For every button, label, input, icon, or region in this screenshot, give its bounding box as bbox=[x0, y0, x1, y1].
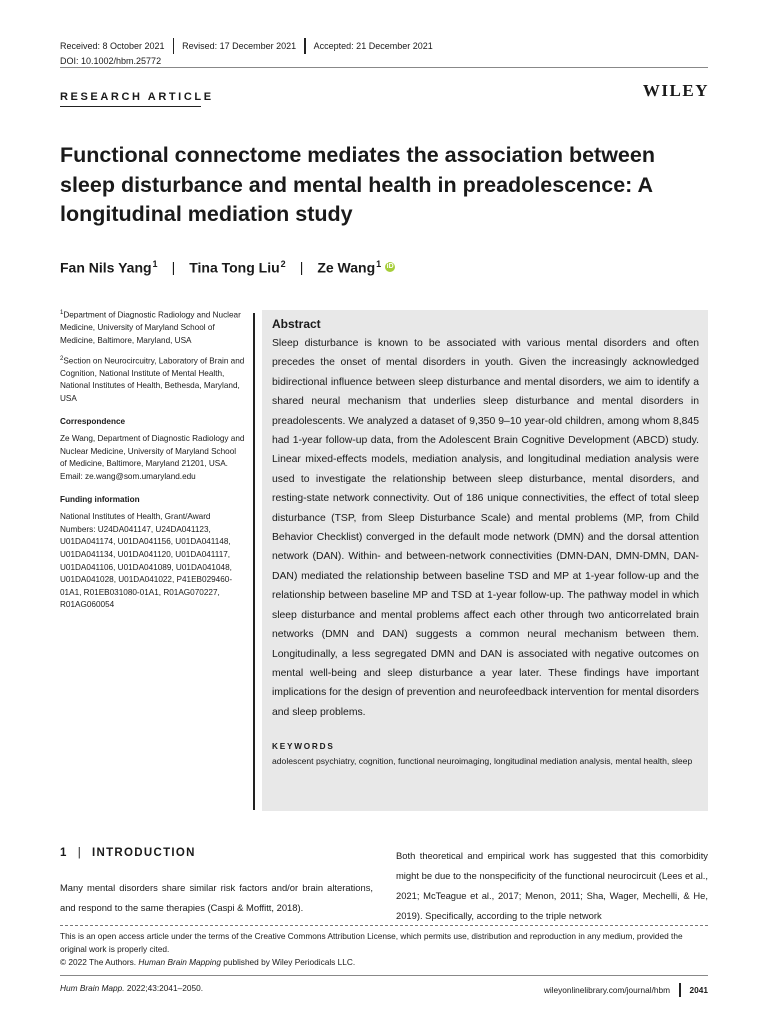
intro-left-column: Many mental disorders share similar risk factors and/or brain alterations, and respond to the same therapies (Caspi & Moffitt, 2018). bbox=[60, 882, 373, 913]
license-notice bbox=[60, 930, 708, 968]
funding-text: National Institutes of Health, Grant/Award Numbers: U24DA041147, U24DA041123, U01DA041174, U01DA041156, U01DA041148, U01DA041134, U01DA041120, U01DA041117, U01DA041106, U01DA041089, U01DA041048, U01DA041028, U01DA041022, P41EB029460-01A1, R01EB031080-01A1, R01AG070227, R01AG060054 bbox=[60, 512, 233, 610]
author-separator: | bbox=[299, 259, 304, 276]
intro-right-column: Both theoretical and empirical work has suggested that this comorbidity might be due to the nonspecificity of the functional neurocircuit (Lees et al., 2021; McTeague et al., 2017; Menon, 2011; Sha, Wager, Mechelli, & He, 2019). Specifically, according to the triple network bbox=[396, 850, 708, 921]
abstract-box bbox=[262, 310, 708, 811]
license-divider bbox=[60, 925, 708, 926]
section-heading-introduction: 1 | INTRODUCTION bbox=[60, 847, 196, 859]
divider bbox=[304, 38, 306, 54]
keywords: adolescent psychiatry, cognition, functional neuroimaging, longitudinal mediation analysis, mental health, sleep bbox=[272, 756, 693, 767]
footer-rule bbox=[60, 975, 708, 976]
header-rule bbox=[60, 67, 708, 68]
affiliation: $^1$Department of Diagnostic Radiology and Nuclear Medicine, University of Maryland School of Medicine, Baltimore, Maryland, USA bbox=[60, 310, 241, 345]
correspondence-email[interactable]: Email: ze.wang@som.umaryland.edu bbox=[60, 472, 196, 481]
funding-heading: Funding information bbox=[60, 494, 140, 504]
article-type-underline bbox=[60, 106, 201, 107]
revised-date: Revised: 17 December 2021 bbox=[182, 41, 297, 51]
journal-citation: Hum Brain Mapp. 2022;43:2041–2050. bbox=[60, 983, 204, 993]
abstract-text: Sleep disturbance is known to be associated with various mental disorders and often precedes the onset of mental disorders in youth. Given the increasingly acknowledged bidirectional influence between sleep disturbance and mental disorders, we aim to identify a shared neural mechanism that underlies sleep disturbance and mental disorders in preadolescents. We analyzed a dataset of 9,350 9–10 year-old children, among whom 8,845 had 1-year follow-up data, from the Adolescent Brain Cognitive Development (ABCD) study. Linear mixed-effects models, mediation analysis, and longitudinal mediation analysis were used to investigate the relationship between sleep disturbance, mental disorders, and resting-state network connectivity. Out of 186 unique connectivities, the effect of total sleep disturbance (TSP, from Sleep Disturbance Scale) and mental problems (MP, from Child Behavior Checklist) converged in the default mode network (DMN) and the dorsal attention network (DAN). Within- and between-network connectivities (DMN-DAN, DMN-DMN, DAN-DAN) mediated the relationship between baseline TSD and MP at 1-year follow-up and the relationship between baseline MP and TSD at 1-year follow-up. The pathway model in which sleep disturbance and mental problems affect each other through two anticorrelated brain networks (DMN and DAN) suggests a common neural mechanism between them. Longitudinally, a less segregated DMN and DAN is associated with negative outcomes on mental well-being and sleep disturbance a year later. These findings have important implications for the design of prevention and neurofeedback intervention for mental disorders and sleep problems. bbox=[272, 338, 699, 718]
sidebar-divider bbox=[253, 313, 255, 810]
abstract-heading: Abstract bbox=[272, 317, 321, 331]
divider bbox=[679, 983, 681, 997]
author-separator: | bbox=[171, 259, 176, 276]
sidebar bbox=[60, 307, 245, 617]
affiliation: $^2$Section on Neurocircuitry, Laboratory of Brain and Cognition, National Institute of Mental Health, National Institutes of Health, Bethesda, Maryland, USA bbox=[60, 355, 245, 404]
author[interactable]: Tina Tong Liu$^2$ bbox=[189, 259, 286, 276]
page-number: 2041 bbox=[689, 985, 708, 995]
author[interactable]: Ze Wang$^1$ bbox=[317, 259, 382, 276]
divider bbox=[173, 38, 175, 54]
author-list bbox=[60, 259, 395, 276]
keywords-heading: KEYWORDS bbox=[272, 742, 335, 752]
received-date: Received: 8 October 2021 bbox=[60, 41, 165, 51]
copyright: © 2022 The Authors. Human Brain Mapping published by Wiley Periodicals LLC. bbox=[60, 956, 356, 967]
article-type: RESEARCH ARTICLE bbox=[60, 91, 214, 103]
correspondence-text: Ze Wang, Department of Diagnostic Radiology and Nuclear Medicine, University of Maryland School of Medicine, Baltimore, Maryland 21201, USA. bbox=[60, 434, 245, 469]
license-text: This is an open access article under the terms of the Creative Commons Attribution License, which permits use, distribution and reproduction in any medium, provided the original work is properly cited. bbox=[60, 931, 683, 954]
author[interactable]: Fan Nils Yang$^1$ bbox=[60, 259, 158, 276]
article-title: Functional connectome mediates the association between sleep disturbance and mental health in preadolescence: A longitudinal mediation study bbox=[60, 143, 655, 226]
accepted-date: Accepted: 21 December 2021 bbox=[313, 41, 433, 51]
journal-url[interactable]: wileyonlinelibrary.com/journal/hbm bbox=[543, 985, 671, 995]
publisher-logo: WILEY bbox=[642, 81, 709, 100]
footer-right bbox=[544, 983, 708, 997]
article-dates bbox=[60, 38, 433, 54]
doi[interactable]: DOI: 10.1002/hbm.25772 bbox=[60, 56, 162, 66]
orcid-icon[interactable]: iD bbox=[386, 263, 394, 271]
correspondence-heading: Correspondence bbox=[60, 416, 126, 426]
